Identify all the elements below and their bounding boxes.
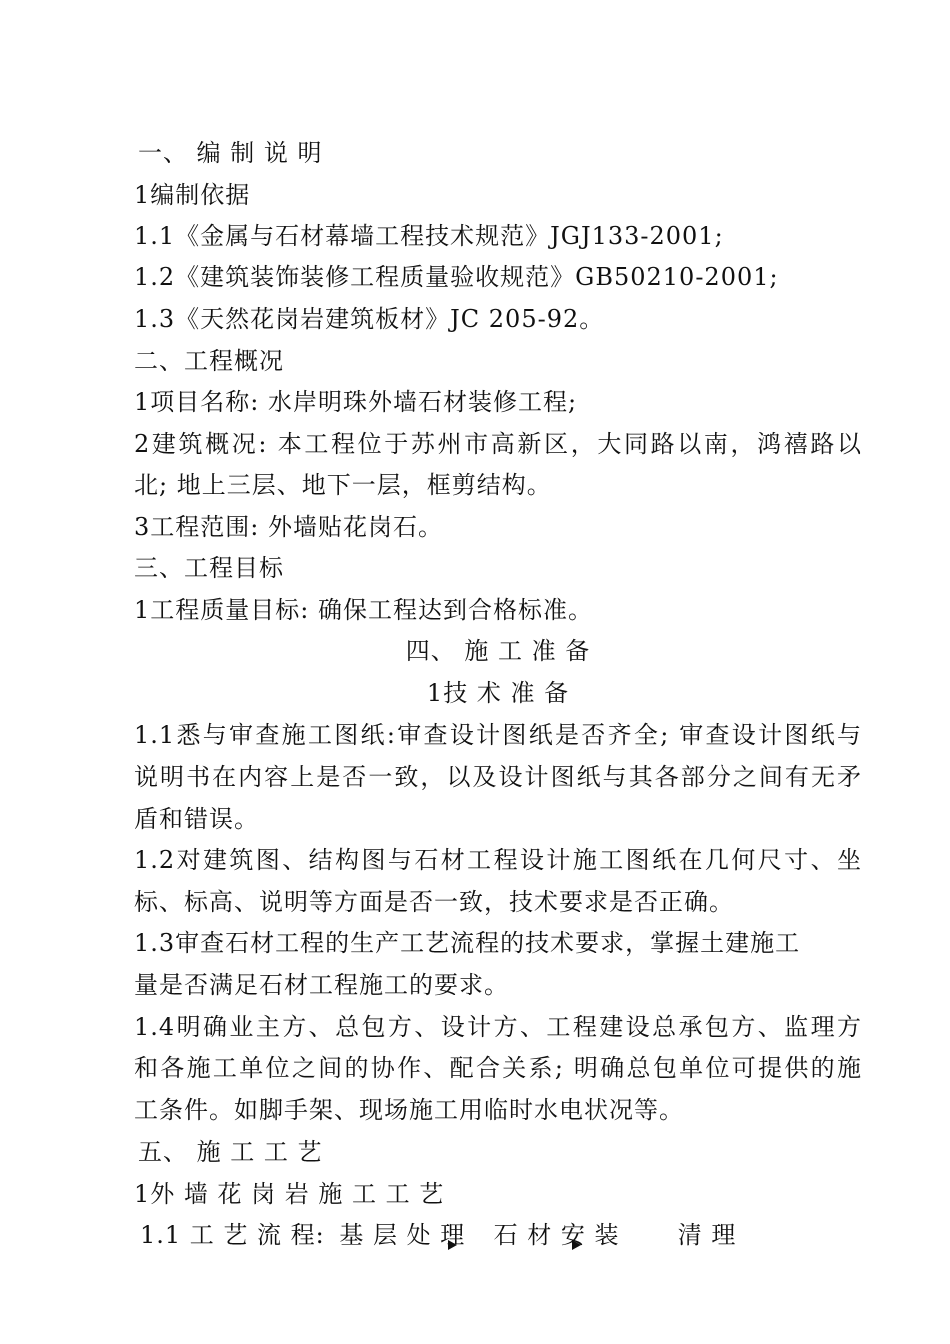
text-line: 工条件。如脚手架、现场施工用临时水电状况等。 — [134, 1096, 684, 1124]
text-line: 1.1悉与审查施工图纸:审查设计图纸是否齐全; 审查设计图纸与 — [134, 721, 862, 749]
text-line: 北; 地上三层、地下一层，框剪结构。 — [134, 471, 552, 499]
text-line: 1.3《天然花岗岩建筑板材》JC 205-92。 — [134, 305, 605, 333]
heading-subsection: 1技 术 准 备 — [426, 679, 570, 707]
text-line: 1工程质量目标: 确保工程达到合格标准。 — [134, 596, 593, 624]
text-line: 1.2《建筑装饰装修工程质量验收规范》GB50210-2001; — [134, 263, 779, 291]
process-step: 石 材 安 装 — [493, 1221, 620, 1249]
text-line: 3工程范围: 外墙贴花岗石。 — [134, 513, 443, 541]
heading-section-1: 一、 编 制 说 明 — [138, 139, 323, 167]
arrow-right-icon — [572, 1240, 581, 1250]
process-step: 基 层 处 理 — [339, 1221, 466, 1249]
process-flow — [140, 1218, 862, 1252]
text-line: 和各施工单位之间的协作、配合关系; 明确总包单位可提供的施 — [134, 1054, 862, 1082]
arrow-right-icon — [448, 1240, 457, 1250]
process-step: 清 理 — [677, 1221, 737, 1249]
process-flow-label: 1.1 工 艺 流 程: — [140, 1221, 325, 1249]
heading-section-2: 二、工程概况 — [134, 347, 284, 375]
text-line: 标、标高、说明等方面是否一致，技术要求是否正确。 — [134, 888, 734, 916]
text-line: 1.2对建筑图、结构图与石材工程设计施工图纸在几何尺寸、坐 — [134, 846, 862, 874]
text-line: 2建筑概况: 本工程位于苏州市高新区，大同路以南，鸿禧路以 — [134, 430, 862, 458]
heading-section-5: 五、 施 工 工 艺 — [138, 1138, 323, 1166]
heading-section-3: 三、工程目标 — [134, 554, 284, 582]
text-line: 说明书在内容上是否一致，以及设计图纸与其各部分之间有无矛 — [134, 763, 862, 791]
heading-subsection: 1外 墙 花 岗 岩 施 工 工 艺 — [134, 1180, 445, 1208]
text-line: 盾和错误。 — [134, 805, 259, 833]
text-line: 1.1《金属与石材幕墙工程技术规范》JGJ133-2001; — [134, 222, 724, 250]
text-line: 1.3审查石材工程的生产工艺流程的技术要求，掌握土建施工 — [134, 929, 801, 957]
text-line: 1.4明确业主方、总包方、设计方、工程建设总承包方、监理方 — [134, 1013, 862, 1041]
text-line: 1编制依据 — [134, 181, 251, 209]
text-line: 量是否满足石材工程施工的要求。 — [134, 971, 509, 999]
text-line: 1项目名称: 水岸明珠外墙石材装修工程; — [134, 388, 578, 416]
heading-section-4: 四、 施 工 准 备 — [405, 637, 591, 665]
